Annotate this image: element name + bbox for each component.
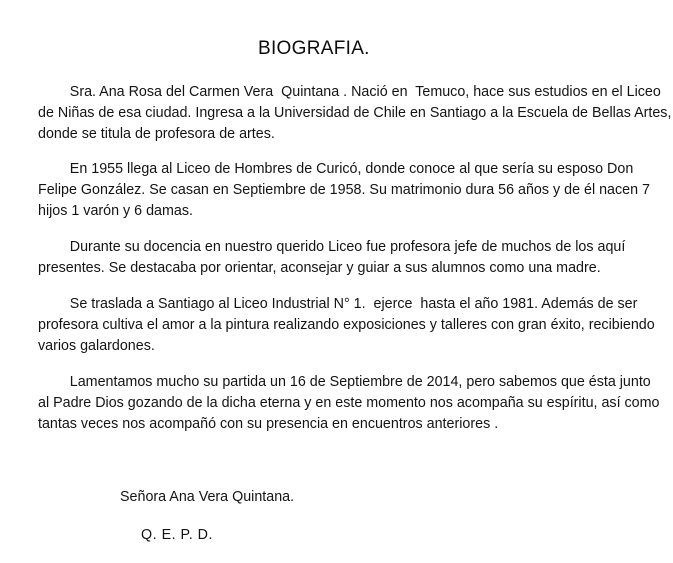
paragraph-teaching [38, 237, 668, 279]
paragraph-birth-education [38, 82, 672, 145]
paragraph-line: Felipe González. Se casan en Septiembre de 1958. Su matrimonio dura 56 años y de él nacen 7 [38, 182, 650, 198]
paragraph-career-art [38, 294, 668, 357]
paragraph-farewell [38, 372, 668, 435]
paragraph-line: tantas veces nos acompañó con su presencia en encuentros anteriores . [38, 416, 499, 432]
paragraph-line: hijos 1 varón y 6 damas. [38, 203, 193, 219]
paragraph-line: varios galardones. [38, 338, 155, 354]
paragraph-line: Se traslada a Santiago al Liceo Industrial N° 1. ejerce hasta el año 1981. Además de ser [38, 296, 638, 312]
paragraph-line: Lamentamos mucho su partida un 16 de Septiembre de 2014, pero sabemos que ésta junto [38, 374, 651, 390]
closing-qepd: Q. E. P. D. [141, 527, 213, 543]
document-title: BIOGRAFIA. [258, 38, 370, 59]
signature-line: Señora Ana Vera Quintana. [120, 489, 295, 505]
paragraph-line: al Padre Dios gozando de la dicha eterna y en este momento nos acompaña su espíritu, así como [38, 395, 660, 411]
paragraph-line: de Niñas de esa ciudad. Ingresa a la Universidad de Chile en Santiago a la Escuela de Bellas Artes, [38, 105, 672, 121]
paragraph-line: presentes. Se destacaba por orientar, aconsejar y guiar a sus alumnos como una madre. [38, 260, 601, 276]
paragraph-marriage [38, 159, 668, 222]
paragraph-line: profesora cultiva el amor a la pintura realizando exposiciones y talleres con gran éxito, recibiendo [38, 317, 655, 333]
paragraph-line: En 1955 llega al Liceo de Hombres de Curicó, donde conoce al que sería su esposo Don [38, 161, 634, 177]
paragraph-line: Durante su docencia en nuestro querido Liceo fue profesora jefe de muchos de los aquí [38, 239, 626, 255]
paragraph-line: Sra. Ana Rosa del Carmen Vera Quintana . Nació en Temuco, hace sus estudios en el Liceo [38, 84, 661, 100]
paragraph-line: donde se titula de profesora de artes. [38, 126, 275, 142]
